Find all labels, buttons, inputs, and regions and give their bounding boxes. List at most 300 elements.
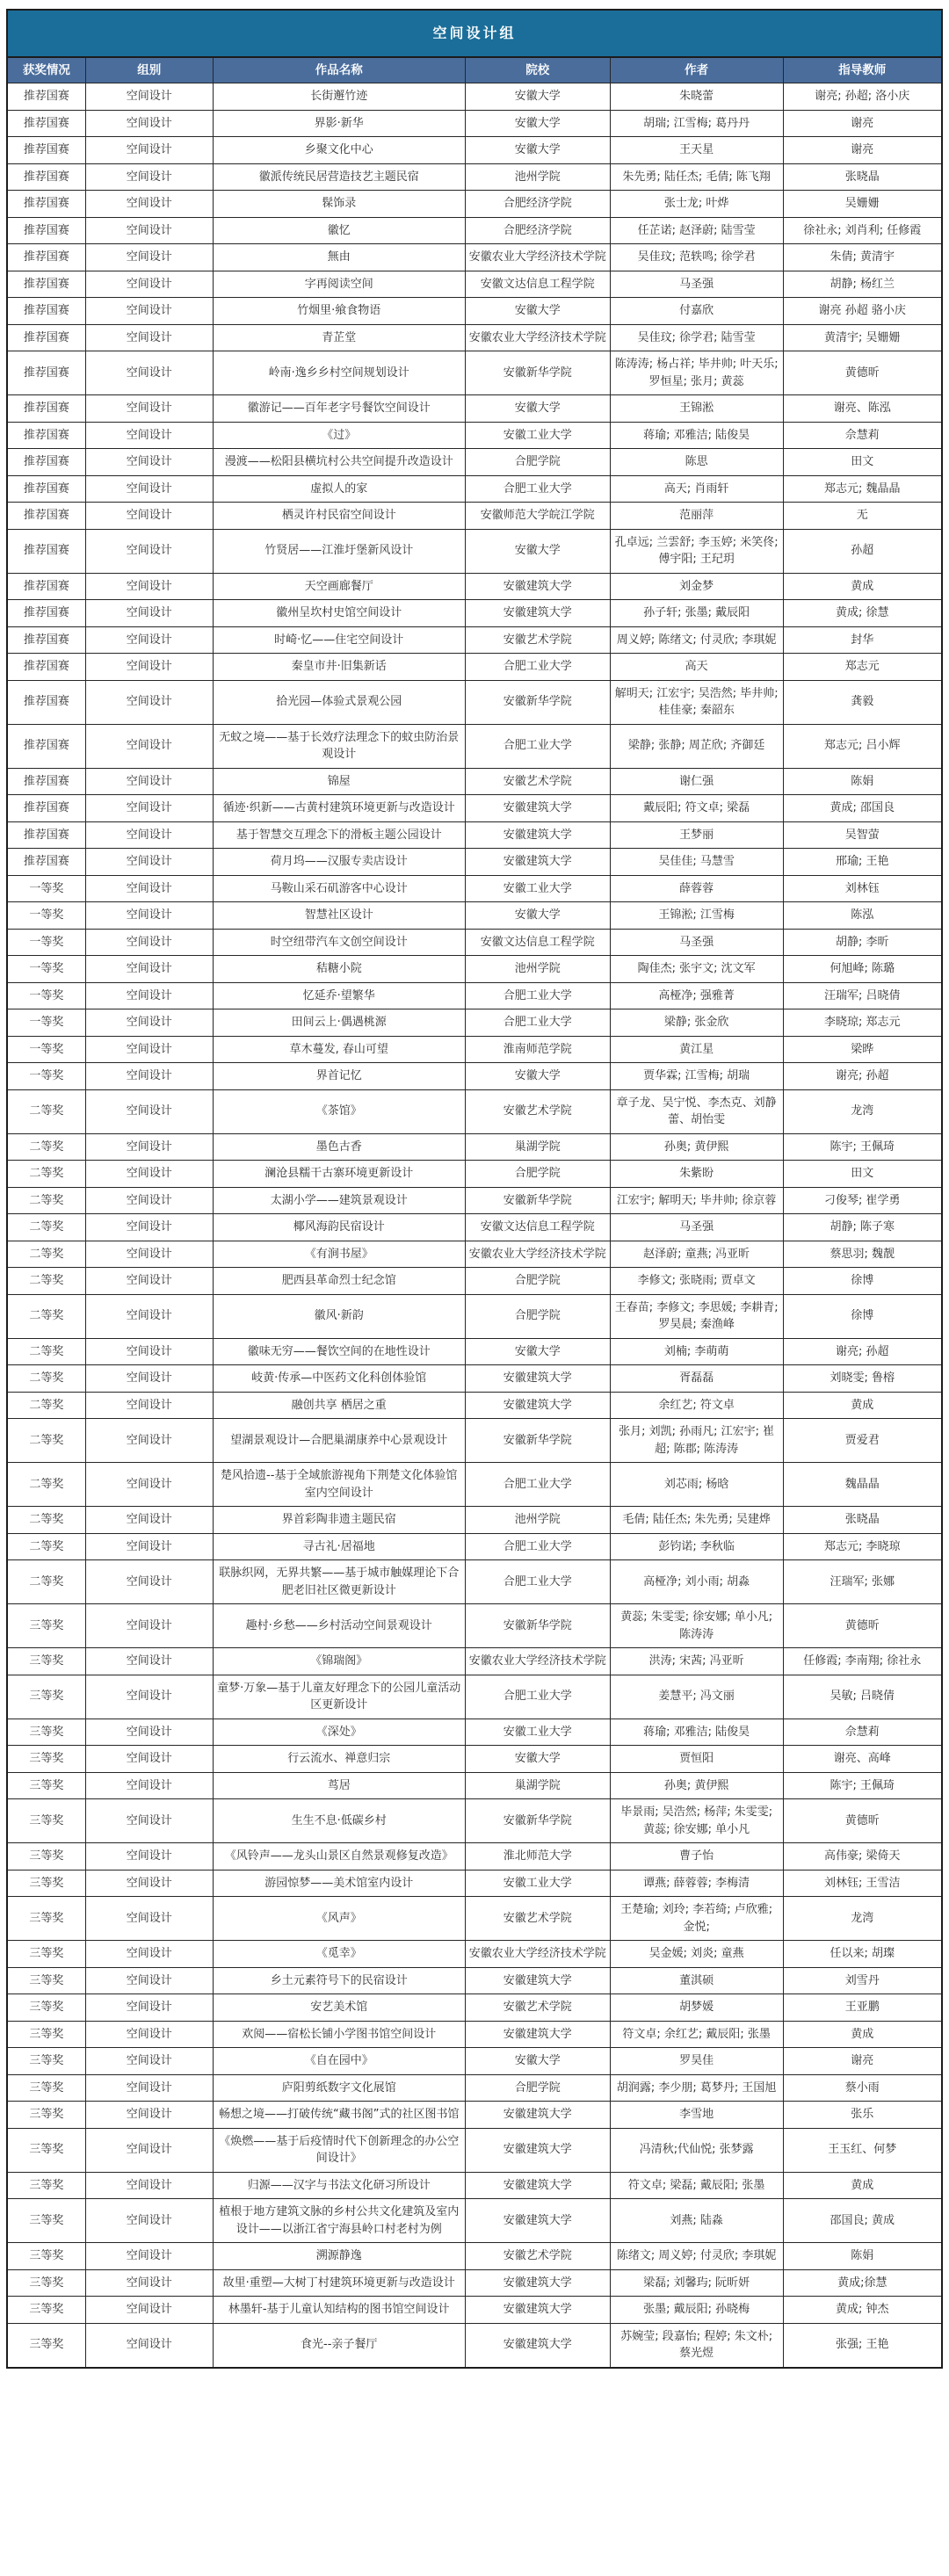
authors-cell: 陈绪文; 周义婷; 付灵欣; 李琪妮 (610, 2243, 783, 2270)
group-cell: 空间设计 (85, 2243, 213, 2270)
school-cell: 安徽艺术学院 (465, 1994, 610, 2022)
group-cell: 空间设计 (85, 475, 213, 503)
award-cell: 三等奖 (7, 1870, 85, 1897)
award-cell: 三等奖 (7, 1941, 85, 1968)
authors-cell: 姜慧平; 冯文丽 (610, 1675, 783, 1719)
school-cell: 巢湖学院 (465, 1133, 610, 1161)
award-cell: 三等奖 (7, 2128, 85, 2172)
school-cell: 安徽建筑大学 (465, 2021, 610, 2048)
teachers-cell: 佘慧莉 (783, 1719, 942, 1746)
work-cell: 秸糖小院 (213, 956, 465, 983)
teachers-cell: 黄清宇; 吴姗姗 (783, 324, 942, 351)
work-cell: 《觅幸》 (213, 1941, 465, 1968)
table-row (7, 1994, 942, 2022)
table-row (7, 1533, 942, 1560)
school-cell: 淮北师范大学 (465, 1843, 610, 1870)
award-cell: 一等奖 (7, 1036, 85, 1063)
group-cell: 空间设计 (85, 2021, 213, 2048)
work-cell: 岐黄·传承—中医药文化科创体验馆 (213, 1365, 465, 1393)
authors-cell: 陶佳杰; 张宇文; 沈文军 (610, 956, 783, 983)
group-cell: 空间设计 (85, 1187, 213, 1214)
work-cell: 植根于地方建筑文脉的乡村公共文化建筑及室内设计——以浙江省宁海县岭口村老村为例 (213, 2199, 465, 2243)
work-cell: 椰风海韵民宿设计 (213, 1214, 465, 1241)
school-cell: 安徽文达信息工程学院 (465, 929, 610, 956)
school-cell: 合肥工业大学 (465, 1533, 610, 1560)
table-row (7, 1648, 942, 1675)
school-cell: 巢湖学院 (465, 1772, 610, 1799)
group-cell: 空间设计 (85, 1241, 213, 1268)
authors-cell: 薛蓉蓉 (610, 875, 783, 902)
group-cell: 空间设计 (85, 395, 213, 423)
teachers-cell: 黄成; 钟杰 (783, 2297, 942, 2324)
authors-cell: 赵泽蔚; 童燕; 冯亚昕 (610, 1241, 783, 1268)
work-cell: 《自在园中》 (213, 2048, 465, 2075)
table-row (7, 2048, 942, 2075)
work-cell: 竹烟里·飨食物语 (213, 298, 465, 325)
table-row (7, 1772, 942, 1799)
work-cell: 乡聚文化中心 (213, 137, 465, 164)
teachers-cell: 谢亮; 孙超; 洛小庆 (783, 83, 942, 111)
award-cell: 二等奖 (7, 1187, 85, 1214)
group-cell: 空间设计 (85, 2172, 213, 2199)
teachers-cell: 陈娟 (783, 2243, 942, 2270)
authors-cell: 朱晓蕾 (610, 83, 783, 111)
teachers-cell: 王亚鹏 (783, 1994, 942, 2022)
award-cell: 二等奖 (7, 1268, 85, 1295)
award-cell: 三等奖 (7, 2048, 85, 2075)
teachers-cell: 贾爱君 (783, 1419, 942, 1463)
group-cell: 空间设计 (85, 449, 213, 476)
teachers-cell: 龚毅 (783, 680, 942, 724)
group-cell: 空间设计 (85, 1843, 213, 1870)
table-row (7, 1675, 942, 1719)
award-cell: 二等奖 (7, 1241, 85, 1268)
group-cell: 空间设计 (85, 2074, 213, 2102)
group-cell: 空间设计 (85, 1897, 213, 1941)
group-cell: 空间设计 (85, 351, 213, 395)
teachers-cell: 胡静; 杨红兰 (783, 271, 942, 298)
teachers-cell: 黄德昕 (783, 1799, 942, 1843)
authors-cell: 胡梦媛 (610, 1994, 783, 2022)
teachers-cell: 刁俊琴; 崔学勇 (783, 1187, 942, 1214)
table-row (7, 2172, 942, 2199)
school-cell: 安徽建筑大学 (465, 2128, 610, 2172)
group-cell: 空间设计 (85, 849, 213, 876)
table-row (7, 1036, 942, 1063)
school-cell: 安徽建筑大学 (465, 1967, 610, 1994)
work-cell: 《有涧书屋》 (213, 1241, 465, 1268)
table-row (7, 395, 942, 423)
work-cell: 墨色古香 (213, 1133, 465, 1161)
teachers-cell: 田文 (783, 449, 942, 476)
work-cell: 徽风·新韵 (213, 1294, 465, 1338)
teachers-cell: 张强; 王艳 (783, 2323, 942, 2368)
authors-cell: 王天星 (610, 137, 783, 164)
authors-cell: 胡润露; 李少朋; 葛梦丹; 王国旭 (610, 2074, 783, 2102)
school-cell: 安徽农业大学经济技术学院 (465, 1941, 610, 1968)
teachers-cell: 魏晶晶 (783, 1463, 942, 1507)
teachers-cell: 邵国良; 黄成 (783, 2199, 942, 2243)
authors-cell: 马圣强 (610, 271, 783, 298)
column-header-5: 指导教师 (783, 57, 942, 83)
award-cell: 一等奖 (7, 875, 85, 902)
group-cell: 空间设计 (85, 626, 213, 654)
award-cell: 三等奖 (7, 1675, 85, 1719)
authors-cell: 马圣强 (610, 1214, 783, 1241)
award-cell: 推荐国赛 (7, 600, 85, 627)
teachers-cell: 郑志元; 魏晶晶 (783, 475, 942, 503)
school-cell: 安徽新华学院 (465, 1419, 610, 1463)
table-row (7, 503, 942, 530)
authors-cell: 吴佳玟; 徐学君; 陆雪莹 (610, 324, 783, 351)
award-cell: 推荐国赛 (7, 654, 85, 681)
teachers-cell: 张晓晶 (783, 163, 942, 191)
table-row (7, 2297, 942, 2324)
school-cell: 合肥工业大学 (465, 724, 610, 768)
work-cell: 草木蔓发, 春山可望 (213, 1036, 465, 1063)
school-cell: 安徽农业大学经济技术学院 (465, 244, 610, 271)
table-row (7, 2323, 942, 2368)
teachers-cell: 龙湾 (783, 1089, 942, 1133)
table-row (7, 1746, 942, 1773)
award-cell: 二等奖 (7, 1533, 85, 1560)
authors-cell: 冯清秋;代仙悦; 张梦露 (610, 2128, 783, 2172)
school-cell: 安徽艺术学院 (465, 768, 610, 795)
work-cell: 髹饰录 (213, 191, 465, 218)
award-cell: 三等奖 (7, 2021, 85, 2048)
teachers-cell: 刘林钰 (783, 875, 942, 902)
school-cell: 安徽艺术学院 (465, 626, 610, 654)
school-cell: 安徽建筑大学 (465, 2323, 610, 2368)
school-cell: 安徽建筑大学 (465, 849, 610, 876)
authors-cell: 洪涛; 宋茜; 冯亚昕 (610, 1648, 783, 1675)
authors-cell: 孙奥; 黄伊熙 (610, 1772, 783, 1799)
group-cell: 空间设计 (85, 298, 213, 325)
teachers-cell: 谢亮; 孙超 (783, 1063, 942, 1090)
school-cell: 安徽新华学院 (465, 680, 610, 724)
award-cell: 三等奖 (7, 1746, 85, 1773)
work-cell: 时崎·忆——住宅空间设计 (213, 626, 465, 654)
school-cell: 安徽大学 (465, 1063, 610, 1090)
work-cell: 安艺美术馆 (213, 1994, 465, 2022)
group-cell: 空间设计 (85, 1463, 213, 1507)
teachers-cell: 田文 (783, 1161, 942, 1188)
group-cell: 空间设计 (85, 2297, 213, 2324)
teachers-cell: 吴姗姗 (783, 191, 942, 218)
group-cell: 空间设计 (85, 1338, 213, 1365)
work-cell: 趣村·乡愁——乡村活动空间景观设计 (213, 1604, 465, 1648)
work-cell: 归源——汉字与书法文化研习所设计 (213, 2172, 465, 2199)
school-cell: 合肥工业大学 (465, 1463, 610, 1507)
work-cell: 栖灵许村民宿空间设计 (213, 503, 465, 530)
teachers-cell: 朱倩; 黄清宇 (783, 244, 942, 271)
award-cell: 推荐国赛 (7, 680, 85, 724)
school-cell: 安徽建筑大学 (465, 600, 610, 627)
award-cell: 推荐国赛 (7, 324, 85, 351)
authors-cell: 曹子怡 (610, 1843, 783, 1870)
authors-cell: 符文卓; 梁磊; 戴辰阳; 张墨 (610, 2172, 783, 2199)
teachers-cell: 黄成 (783, 1392, 942, 1419)
teachers-cell: 蔡小雨 (783, 2074, 942, 2102)
school-cell: 安徽农业大学经济技术学院 (465, 1241, 610, 1268)
award-cell: 推荐国赛 (7, 626, 85, 654)
school-cell: 安徽大学 (465, 110, 610, 137)
school-cell: 安徽艺术学院 (465, 1897, 610, 1941)
school-cell: 合肥学院 (465, 1161, 610, 1188)
work-cell: 生生不息·低碳乡村 (213, 1799, 465, 1843)
work-cell: 长街邂竹迹 (213, 83, 465, 111)
authors-cell: 高桠净; 强雅菁 (610, 982, 783, 1009)
table-row (7, 298, 942, 325)
group-cell: 空间设计 (85, 1507, 213, 1534)
authors-cell: 贾恒阳 (610, 1746, 783, 1773)
award-cell: 推荐国赛 (7, 271, 85, 298)
authors-cell: 吴佳玟; 范轶鸣; 徐学君 (610, 244, 783, 271)
column-header-3: 院校 (465, 57, 610, 83)
authors-cell: 朱先勇; 陆任杰; 毛倩; 陈飞翔 (610, 163, 783, 191)
award-cell: 推荐国赛 (7, 137, 85, 164)
table-body (7, 83, 942, 2368)
work-cell: 游园惊梦——美术馆室内设计 (213, 1870, 465, 1897)
award-cell: 推荐国赛 (7, 573, 85, 600)
table-row (7, 2199, 942, 2243)
school-cell: 安徽大学 (465, 529, 610, 573)
school-cell: 合肥工业大学 (465, 475, 610, 503)
award-cell: 三等奖 (7, 2269, 85, 2297)
work-cell: 拾光园—体验式景观公园 (213, 680, 465, 724)
group-cell: 空间设计 (85, 1648, 213, 1675)
authors-cell: 孙子轩; 张墨; 戴辰阳 (610, 600, 783, 627)
award-cell: 三等奖 (7, 2243, 85, 2270)
authors-cell: 孙奥; 黄伊熙 (610, 1133, 783, 1161)
school-cell: 合肥工业大学 (465, 1009, 610, 1037)
authors-cell: 董淇硕 (610, 1967, 783, 1994)
work-cell: 林墨轩-基于儿童认知结构的图书馆空间设计 (213, 2297, 465, 2324)
work-cell: 徽味无穷——餐饮空间的在地性设计 (213, 1338, 465, 1365)
school-cell: 安徽师范大学皖江学院 (465, 503, 610, 530)
award-cell: 一等奖 (7, 902, 85, 930)
group-cell: 空间设计 (85, 902, 213, 930)
school-cell: 合肥工业大学 (465, 982, 610, 1009)
table-row (7, 324, 942, 351)
school-cell: 合肥学院 (465, 2074, 610, 2102)
work-cell: 青芷堂 (213, 324, 465, 351)
school-cell: 安徽建筑大学 (465, 1365, 610, 1393)
teachers-cell: 胡静; 陈子寒 (783, 1214, 942, 1241)
title-row (7, 10, 942, 57)
award-cell: 推荐国赛 (7, 298, 85, 325)
authors-cell: 余红艺; 符文卓 (610, 1392, 783, 1419)
table-row (7, 1843, 942, 1870)
group-cell: 空间设计 (85, 654, 213, 681)
group-cell: 空间设计 (85, 1133, 213, 1161)
award-cell: 三等奖 (7, 2297, 85, 2324)
group-cell: 空间设计 (85, 600, 213, 627)
school-cell: 合肥经济学院 (465, 191, 610, 218)
table-row (7, 1719, 942, 1746)
teachers-cell: 吴敏; 吕晓倩 (783, 1675, 942, 1719)
group-cell: 空间设计 (85, 1365, 213, 1393)
teachers-cell: 徐社永; 刘肖利; 任修霞 (783, 217, 942, 244)
work-cell: 虚拟人的家 (213, 475, 465, 503)
work-cell: 无蚊之境——基于长效疗法理念下的蚊虫防治景观设计 (213, 724, 465, 768)
table-row (7, 2269, 942, 2297)
group-cell: 空间设计 (85, 1533, 213, 1560)
teachers-cell: 徐博 (783, 1294, 942, 1338)
work-cell: 岭南·逸乡乡村空间规划设计 (213, 351, 465, 395)
group-cell: 空间设计 (85, 110, 213, 137)
work-cell: 食光--亲子餐厅 (213, 2323, 465, 2368)
authors-cell: 刘楠; 李萌萌 (610, 1338, 783, 1365)
teachers-cell: 黄成 (783, 2021, 942, 2048)
table-row (7, 1463, 942, 1507)
award-cell: 三等奖 (7, 1897, 85, 1941)
table-row (7, 163, 942, 191)
teachers-cell: 谢亮 (783, 110, 942, 137)
authors-cell: 王锦淞; 江雪梅 (610, 902, 783, 930)
work-cell: 《焕燃——基于后疫情时代下创新理念的办公空间设计》 (213, 2128, 465, 2172)
award-cell: 二等奖 (7, 1338, 85, 1365)
table-row (7, 795, 942, 822)
award-cell: 推荐国赛 (7, 163, 85, 191)
work-cell: 界首彩陶非遗主题民宿 (213, 1507, 465, 1534)
school-cell: 安徽新华学院 (465, 351, 610, 395)
award-cell: 推荐国赛 (7, 849, 85, 876)
teachers-cell: 郑志元; 吕小辉 (783, 724, 942, 768)
teachers-cell: 黄成; 邵国良 (783, 795, 942, 822)
award-cell: 二等奖 (7, 1089, 85, 1133)
table-row (7, 1338, 942, 1365)
table-row (7, 191, 942, 218)
group-cell: 空间设计 (85, 1392, 213, 1419)
school-cell: 安徽大学 (465, 83, 610, 111)
group-cell: 空间设计 (85, 324, 213, 351)
school-cell: 安徽建筑大学 (465, 2269, 610, 2297)
teachers-cell: 梁晔 (783, 1036, 942, 1063)
work-cell: 循迹·织新——古黄村建筑环境更新与改造设计 (213, 795, 465, 822)
work-cell: 庐阳剪纸数字文化展馆 (213, 2074, 465, 2102)
school-cell: 池州学院 (465, 1507, 610, 1534)
work-cell: 联脉织网，无界共繁——基于城市触媒理论下合肥老旧社区微更新设计 (213, 1560, 465, 1604)
authors-cell: 毕景雨; 吴浩然; 杨萍; 朱雯雯; 黄蕊; 徐安娜; 单小凡 (610, 1799, 783, 1843)
teachers-cell: 黄成 (783, 573, 942, 600)
table-row (7, 1063, 942, 1090)
school-cell: 合肥经济学院 (465, 217, 610, 244)
teachers-cell: 郑志元; 李晓琼 (783, 1533, 942, 1560)
work-cell: 徽游记——百年老字号餐饮空间设计 (213, 395, 465, 423)
award-cell: 一等奖 (7, 929, 85, 956)
award-cell: 二等奖 (7, 1463, 85, 1507)
group-cell: 空间设计 (85, 1214, 213, 1241)
group-cell: 空间设计 (85, 1746, 213, 1773)
school-cell: 安徽建筑大学 (465, 573, 610, 600)
work-cell: 《风铃声——龙头山景区自然景观修复改造》 (213, 1843, 465, 1870)
table-title: 空间设计组 (7, 10, 942, 57)
work-cell: 徽州呈坎村史馆空间设计 (213, 600, 465, 627)
school-cell: 安徽建筑大学 (465, 795, 610, 822)
table-row (7, 2021, 942, 2048)
work-cell: 徽派传统民居营造技艺主题民宿 (213, 163, 465, 191)
work-cell: 漫渡——松阳县横坑村公共空间提升改造设计 (213, 449, 465, 476)
award-cell: 三等奖 (7, 1604, 85, 1648)
work-cell: 融创共享 栖居之重 (213, 1392, 465, 1419)
teachers-cell: 汪瑞军; 吕晓倩 (783, 982, 942, 1009)
work-cell: 行云流水、禅意归宗 (213, 1746, 465, 1773)
group-cell: 空间设计 (85, 2269, 213, 2297)
school-cell: 安徽大学 (465, 1746, 610, 1773)
table-row (7, 217, 942, 244)
award-cell: 一等奖 (7, 982, 85, 1009)
teachers-cell: 邢瑜; 王艳 (783, 849, 942, 876)
table-row (7, 956, 942, 983)
teachers-cell: 何旭峰; 陈璐 (783, 956, 942, 983)
group-cell: 空间设计 (85, 768, 213, 795)
work-cell: 界影·新华 (213, 110, 465, 137)
authors-cell: 彭钧诺; 李秋临 (610, 1533, 783, 1560)
group-cell: 空间设计 (85, 875, 213, 902)
group-cell: 空间设计 (85, 1870, 213, 1897)
table-row (7, 1604, 942, 1648)
column-header-0: 获奖情况 (7, 57, 85, 83)
authors-cell: 黄蕊; 朱雯雯; 徐安娜; 单小凡; 陈涛涛 (610, 1604, 783, 1648)
group-cell: 空间设计 (85, 1560, 213, 1604)
award-cell: 三等奖 (7, 1648, 85, 1675)
authors-cell: 孔卓远; 兰雲舒; 李玉婷; 米笑佟; 傅宇阳; 王玘玥 (610, 529, 783, 573)
school-cell: 安徽新华学院 (465, 1604, 610, 1648)
work-cell: 字再阅读空间 (213, 271, 465, 298)
table-row (7, 768, 942, 795)
group-cell: 空间设计 (85, 1967, 213, 1994)
school-cell: 安徽新华学院 (465, 1187, 610, 1214)
authors-cell: 朱紫盼 (610, 1161, 783, 1188)
group-cell: 空间设计 (85, 244, 213, 271)
group-cell: 空间设计 (85, 1036, 213, 1063)
teachers-cell: 胡静; 李昕 (783, 929, 942, 956)
award-cell: 推荐国赛 (7, 83, 85, 111)
school-cell: 安徽农业大学经济技术学院 (465, 1648, 610, 1675)
award-cell: 二等奖 (7, 1507, 85, 1534)
authors-cell: 贾华霖; 江雪梅; 胡瑞 (610, 1063, 783, 1090)
work-cell: 天空画廊餐厅 (213, 573, 465, 600)
school-cell: 安徽大学 (465, 298, 610, 325)
work-cell: 智慧社区设计 (213, 902, 465, 930)
school-cell: 安徽大学 (465, 395, 610, 423)
table-row (7, 1268, 942, 1295)
teachers-cell: 黄德昕 (783, 1604, 942, 1648)
award-cell: 二等奖 (7, 1294, 85, 1338)
teachers-cell: 谢亮 (783, 137, 942, 164)
group-cell: 空间设计 (85, 1772, 213, 1799)
award-cell: 推荐国赛 (7, 768, 85, 795)
group-cell: 空间设计 (85, 573, 213, 600)
authors-cell: 章子龙、吴宁悦、李杰克、刘静蕾、胡怡雯 (610, 1089, 783, 1133)
group-cell: 空间设计 (85, 2102, 213, 2129)
authors-cell: 刘燕; 陆淼 (610, 2199, 783, 2243)
group-cell: 空间设计 (85, 1941, 213, 1968)
award-cell: 推荐国赛 (7, 449, 85, 476)
award-cell: 三等奖 (7, 2074, 85, 2102)
group-cell: 空间设计 (85, 1009, 213, 1037)
work-cell: 茑居 (213, 1772, 465, 1799)
group-cell: 空间设计 (85, 1161, 213, 1188)
school-cell: 合肥学院 (465, 1294, 610, 1338)
award-cell: 推荐国赛 (7, 395, 85, 423)
group-cell: 空间设计 (85, 724, 213, 768)
authors-cell: 戴辰阳; 符文卓; 梁磊 (610, 795, 783, 822)
authors-cell: 付嘉欣 (610, 298, 783, 325)
group-cell: 空间设计 (85, 1063, 213, 1090)
group-cell: 空间设计 (85, 1268, 213, 1295)
